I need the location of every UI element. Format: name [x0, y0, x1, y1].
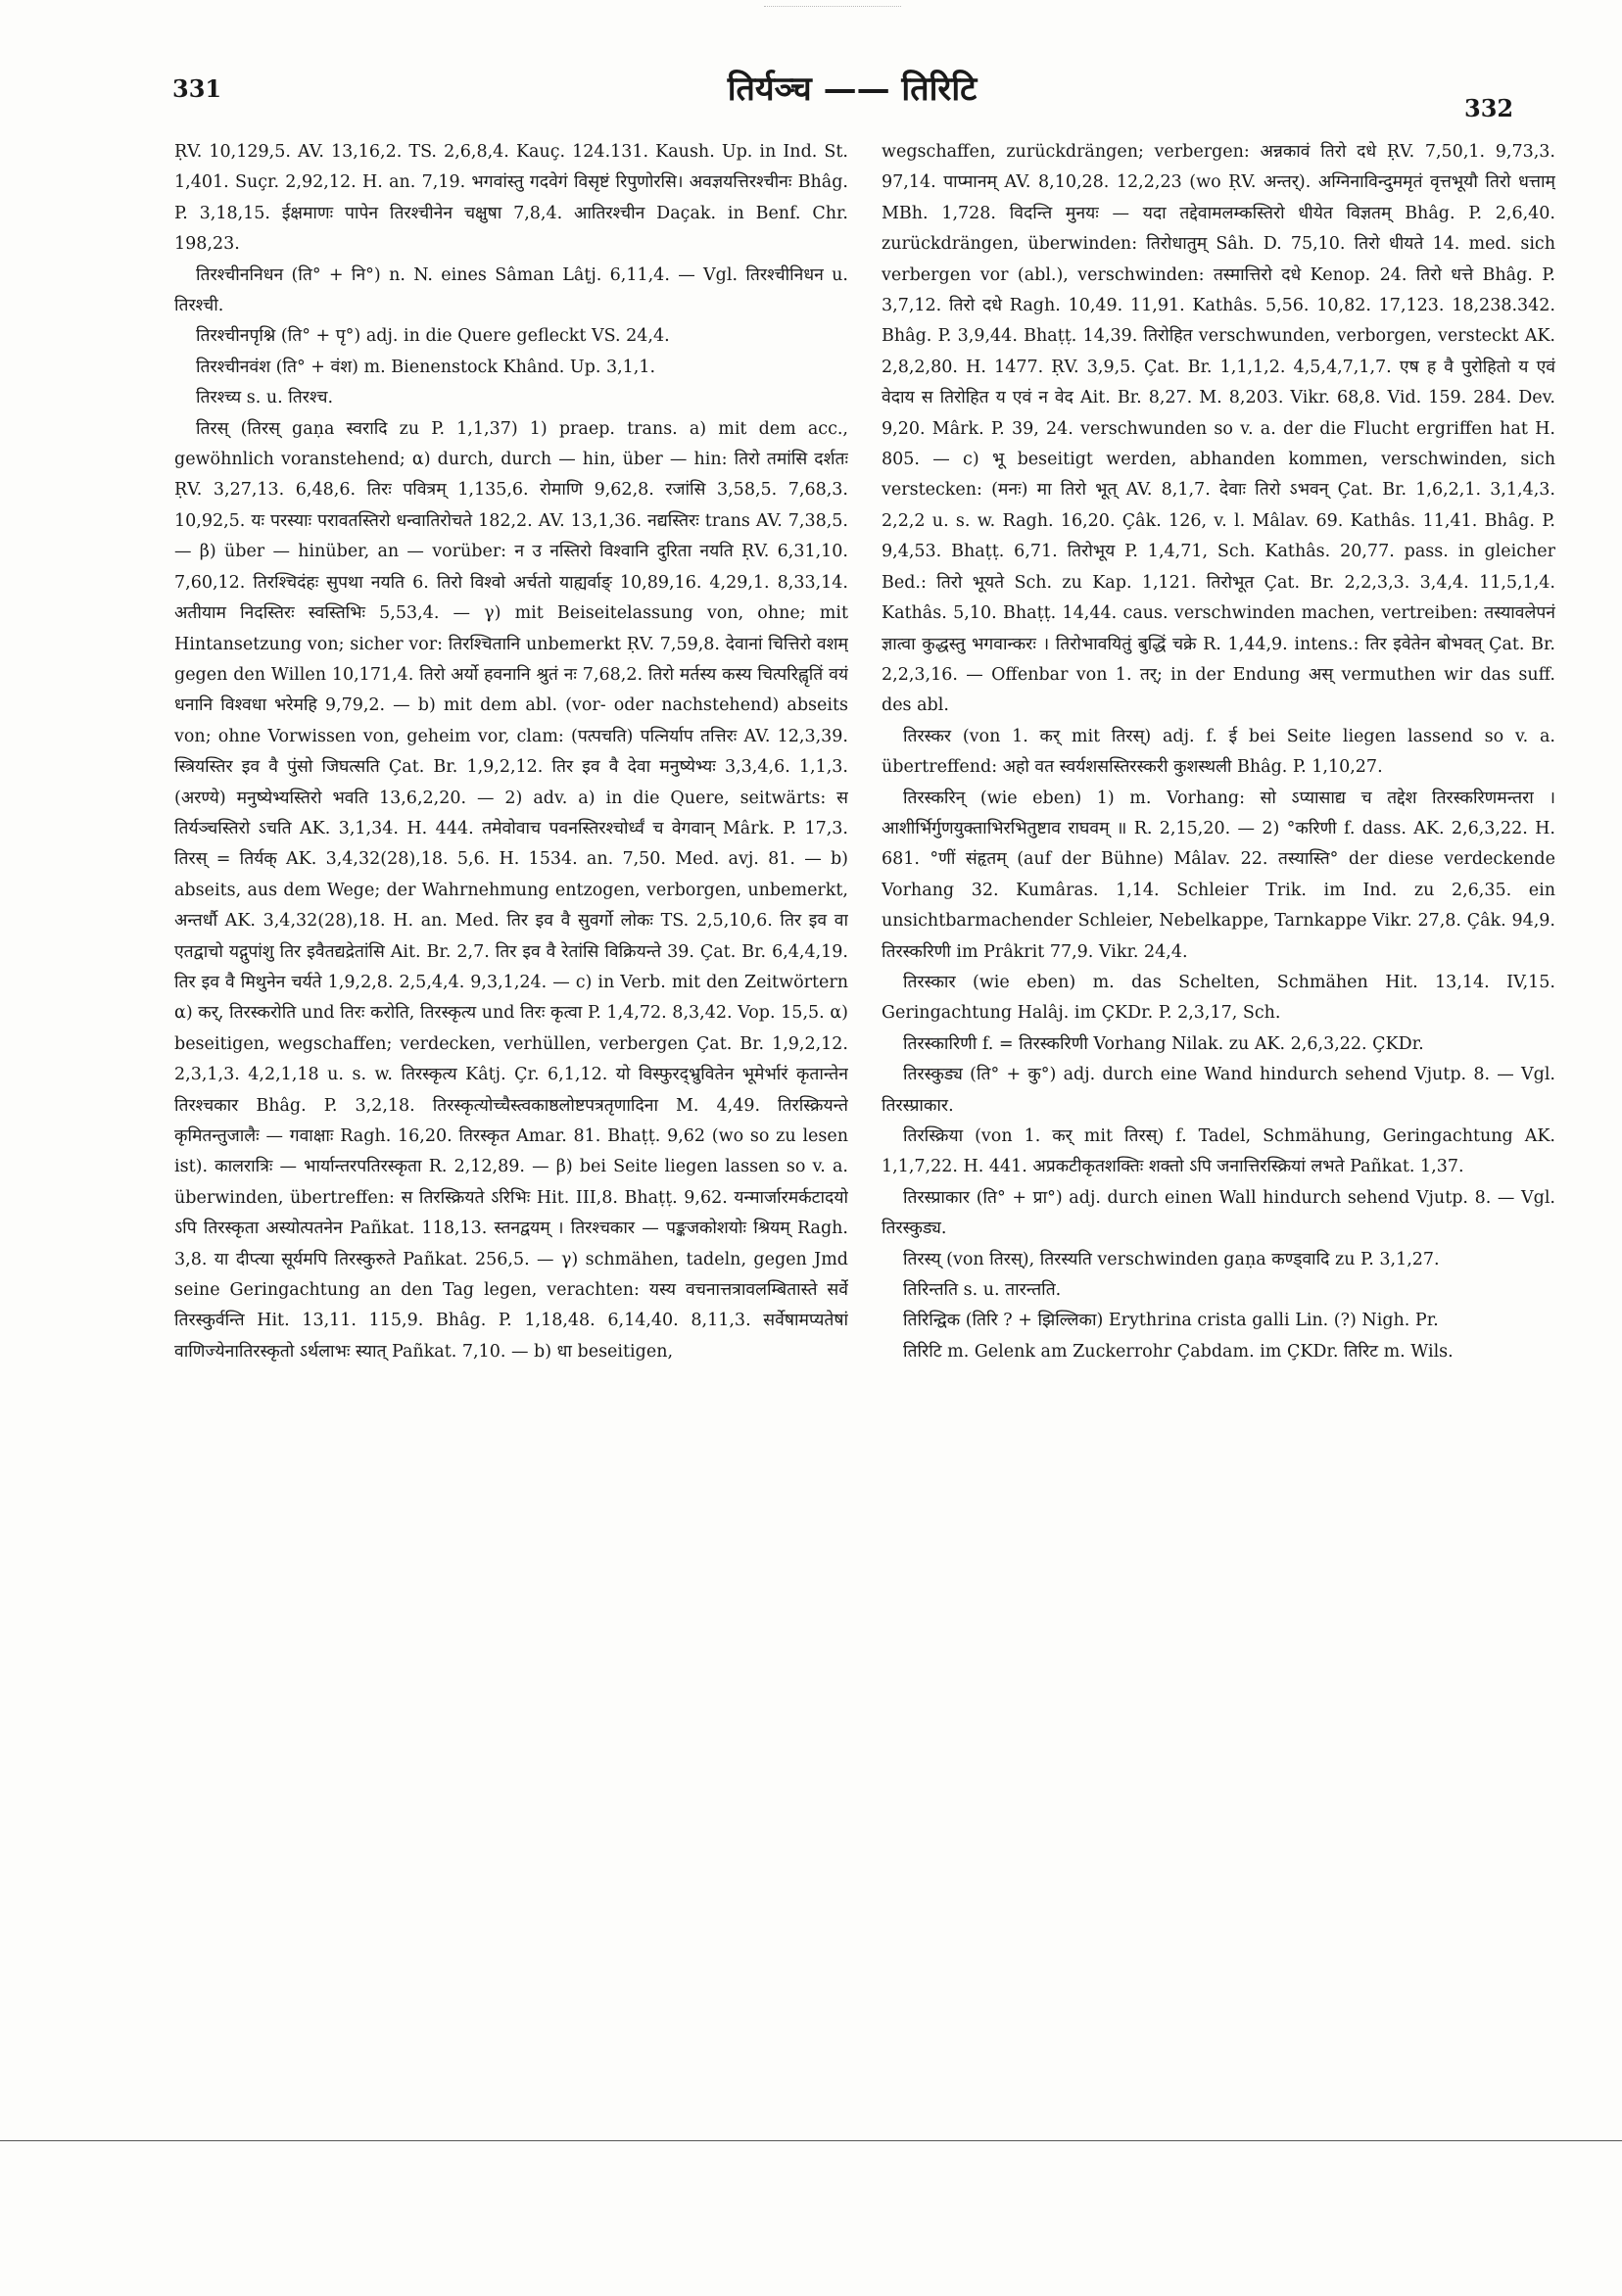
dictionary-entry: wegschaffen, zurückdrängen; verbergen: अन्नकावं तिरो दधे ṚV. 7,50,1. 9,73,3. 97,14. पाप्मानम् AV. 8,10,28. 12,2,23 (wo ṚV. अन्तर्). अग्निनाविन्दुममृतं वृत्तभूयौ तिरो धत्ताम् MBh. 1,728. विदन्ति मुनयः — यदा तद्देवामलम्कस्तिरो धीयेत विज्ञतम् Bhâg. P. 2,6,40. zurückdrängen, überwinden: तिरोधातुम् Sâh. D. 75,10. तिरो धीयते 14. med. sich verbergen vor (abl.), verschwinden: तस्मात्तिरो दधे Kenop. 24. तिरो धत्ते Bhâg. P. 3,7,12. तिरो दधे Ragh. 10,49. 11,91. Kathâs. 5,56. 10,82. 17,123. 18,238.342. Bhâg. P. 3,9,44. Bhaṭṭ. 14,39. तिरोहित verschwunden, verborgen, versteckt AK. 2,8,2,80. H. 1477. ṚV. 3,9,5. Çat. Br. 1,1,1,2. 4,5,4,7,1,7. एष ह वै पुरोहितो य एवं वेदाय स तिरोहित य एवं न वेद Ait. Br. 8,27. M. 8,203. Vikr. 68,8. Vid. 159. 284. Dev. 9,20. Mârk. P. 39, 24. verschwunden so v. a. der die Flucht ergriffen hat H. 805. — c) भू beseitigt werden, abhanden kommen, verschwinden, sich verstecken: (मनः) मा तिरो भूत् AV. 8,1,7. देवाः तिरो ऽभवन् Çat. Br. 1,6,2,1. 3,1,4,3. 2,2,2 u. s. w. Ragh. 16,20. Çâk. 126, v. l. Mâlav. 69. Kathâs. 11,41. Bhâg. P. 9,4,53. Bhaṭṭ. 6,71. तिरोभूय P. 1,4,71, Sch. Kathâs. 20,77. pass. in gleicher Bed.: तिरो भूयते Sch. zu Kap. 1,121. तिरोभूत Çat. Br. 2,2,3,3. 3,4,4. 11,5,1,4. Kathâs. 5,10. Bhaṭṭ. 14,44. caus. verschwinden machen, vertreiben: तस्यावलेपनं ज्ञात्वा कुद्धस्तु भगवान्करः । तिरोभावयितुं बुद्धिं चक्रे R. 1,44,9. intens.: तिर इवेतेन बोभवत् Çat. Br. 2,2,3,16. — Offenbar von 1. तर्; in der Endung अस् vermuthen wir das suff. des abl.: [882, 142, 1555, 716]
dictionary-entry: तिरस्कुड्य (ति° + कु°) adj. durch eine Wand hindurch sehend Vjutp. 8. — Vgl. तिरस्प्राकार.: [882, 1065, 1555, 1116]
right-page-number: 332: [1464, 94, 1514, 122]
dictionary-entry: तिरस् (तिरस् gaṇa स्वरादि zu P. 1,1,37) 1) praep. trans. a) mit dem acc., gewöhnlich voranstehend; α) durch, durch — hin, über — hin: तिरो तमांसि दर्शतः ṚV. 3,27,13. 6,48,6. तिरः पवित्रम् 1,135,6. रोमाणि 9,62,8. रजांसि 3,58,5. 7,68,3. 10,92,5. यः परस्याः परावतस्तिरो धन्वातिरोचते 182,2. AV. 13,1,36. नद्यस्तिरः trans AV. 7,38,5. — β) über — hinüber, an — vorüber: न उ नस्तिरो विश्वानि दुरिता नयति ṚV. 6,31,10. 7,60,12. तिरश्चिदंहः सुपथा नयति 6. तिरो विश्वो अर्चतो याह्यर्वाङ् 10,89,16. 4,29,1. 8,33,14. अतीयाम निदस्तिरः स्वस्तिभिः 5,53,4. — γ) mit Beiseitelassung von, ohne; mit Hintansetzung von; sicher vor: तिरश्चितानि unbemerkt ṚV. 7,59,8. देवानां चित्तिरो वशम् gegen den Willen 10,171,4. तिरो अर्यो हवनानि श्रुतं नः 7,68,2. तिरो मर्तस्य कस्य चित्परिह्वृतिं वयं धनानि विश्वधा भरेमहि 9,79,2. — b) mit dem abl. (vor- oder nachstehend) abseits von; ohne Vorwissen von, geheim vor, clam: (पत्पचति) पत्निर्याप तत्तिरः AV. 12,3,39. स्त्रियस्तिर इव वै पुंसो जिघत्सति Çat. Br. 1,9,2,12. तिर इव वै देवा मनुष्येभ्यः 3,3,4,6. 1,1,3. (अरण्ये) मनुष्येभ्यस्तिरो भवति 13,6,2,20. — 2) adv. a) in die Quere, seitwärts: स तिर्यञ्चस्तिरो ऽचति AK. 3,1,34. H. 444. तमेवोवाच पवनस्तिरश्चोर्ध्वं च वेगवान् Mârk. P. 17,3. तिरस् = तिर्यक् AK. 3,4,32(28),18. 5,6. H. 1534. an. 7,50. Med. avj. 81. — b) abseits, aus dem Wege; der Wahrnehmung entzogen, verborgen, unbemerkt, अन्तर्धौ AK. 3,4,32(28),18. H. an. Med. तिर इव वै सुवर्गो लोकः TS. 2,5,10,6. तिर इव वा एतद्वाचो यद्गुपांशु तिर इवैतद्यद्रेतांसि Ait. Br. 2,7. तिर इव वै रेतांसि विक्रियन्ते 39. Çat. Br. 6,4,4,19. तिर इव वै मिथुनेन चर्यते 1,9,2,8. 2,5,4,4. 9,3,1,24. — c) in Verb. mit den Zeitwörtern α) कर्, तिरस्करोति und तिरः करोति, तिरस्कृत्य und तिरः कृत्वा P. 1,4,72. 8,3,42. Vop. 15,5. α) beseitigen, wegschaffen; verdecken, verhüllen, verbergen Çat. Br. 1,9,2,12. 2,3,1,3. 4,2,1,18 u. s. w. तिरस्कृत्य Kâtj. Çr. 6,1,12. यो विस्फुरद्भ्रुवितेन भूमेर्भारं कृतान्तेन तिरश्चकार Bhâg. P. 3,2,18. तिरस्कृत्योच्चैस्त्वकाष्ठलोष्टपत्रतृणादिना M. 4,49. तिरस्क्रियन्ते कृमितन्तुजालैः — गवाक्षाः Ragh. 16,20. तिरस्कृत Amar. 81. Bhaṭṭ. 9,62 (wo so zu lesen ist). कालरात्रिः — भार्यान्तरपतिरस्कृता R. 2,12,89. — β) bei Seite liegen lassen so v. a. überwinden, übertreffen: स तिरस्क्रियते ऽरिभिः Hit. III,8. Bhaṭṭ. 9,62. यन्मार्जारमर्कटादयो ऽपि तिरस्कृता अस्योत्पतनेन Pañkat. 118,13. स्तनद्वयम् । तिरश्चकार — पङ्कजकोशयोः श्रियम् Ragh. 3,8. या दीप्त्या सूर्यमपि तिरस्कुरुते Pañkat. 256,5. — γ) schmähen, tadeln, gegen Jmd seine Geringachtung an den Tag legen, verachten: यस्य वचनात्तत्रावलम्बितास्ते सर्वे तिरस्कुर्वन्ति Hit. 13,11. 115,9. Bhâg. P. 1,18,48. 6,14,40. 8,11,3. सर्वेषामप्यतेषां वाणिज्येनातिरस्कृतो ऽर्थलाभः स्यात् Pañkat. 7,10. — b) धा beseitigen,: [174, 418, 848, 1362]
dictionary-entry: तिरश्चीनपृश्नि (ति° + पृ°) adj. in die Quere gefleckt VS. 24,4.: [196, 326, 670, 347]
dictionary-entry: तिरिन्तति s. u. तारन्तति.: [903, 1280, 1062, 1301]
dictionary-entry: तिरश्च्य s. u. तिरश्च.: [196, 388, 334, 408]
left-page-number: 331: [172, 74, 222, 103]
dictionary-entry: तिरिन्द्विक (तिरि ? + झिल्लिका) Erythrina crista galli Lin. (?) Nigh. Pr.: [903, 1311, 1439, 1331]
dictionary-entry: तिरस्य् (von तिरस्), तिरस्यति verschwinden gaṇa कण्ड्वादि zu P. 3,1,27.: [903, 1249, 1440, 1269]
dictionary-entry: ṚV. 10,129,5. AV. 13,16,2. TS. 2,6,8,4. Kauç. 124.131. Kaush. Up. in Ind. St. 1,401. Suçr. 2,92,12. H. an. 7,19. भगवांस्तु गदवेगं विसृष्टं रिपुणोरसि। अवज्ञयत्तिरश्चीनः Bhâg. P. 3,18,15. ईक्षमाणः पापेन तिरश्चीनेन चक्षुषा 7,8,4. आतिरश्चीन Daçak. in Benf. Chr. 198,23.: [174, 142, 848, 255]
dictionary-entry: तिरिटि m. Gelenk am Zuckerrohr Çabdam. im ÇKDr. तिरिट m. Wils.: [903, 1341, 1454, 1362]
dictionary-entry: तिरस्करिन् (wie eben) 1) m. Vorhang: सो ऽप्यासाद्य च तद्देश तिरस्करिणमन्तरा । आशीर्भिर्गुणयुक्ताभिरभितुष्टाव राघवम् ॥ R. 2,15,20. — 2) °करिणी f. dass. AK. 2,6,3,22. H. 681. °णीं संहृतम् (auf der Bühne) Mâlav. 22. तस्यास्ति° der diese verdeckende Vorhang 32. Kumâras. 1,14. Schleier Trik. im Ind. zu 2,6,35. ein unsichtbarmachender Schleier, Nebelkappe, Tarnkappe Vikr. 27,8. Çâk. 94,9. तिरस्करिणी im Prâkrit 77,9. Vikr. 24,4.: [882, 788, 1555, 962]
dictionary-entry: तिरस्कर (von 1. कर् mit तिरस्) adj. f. ई bei Seite liegen lassend so v. a. übertreffend: अहो वत स्वर्यशसस्तिरस्करी कुशस्थली Bhâg. P. 1,10,27.: [882, 726, 1555, 778]
scan-artifact: [764, 6, 901, 7]
dictionary-entry: तिरस्प्राकार (ति° + प्रा°) adj. durch einen Wall hindurch sehend Vjutp. 8. — Vgl. तिरस्कुड्य.: [882, 1187, 1555, 1239]
bottom-rule: [0, 2140, 1622, 2141]
dictionary-entry: तिरस्कारिणी f. = तिरस्करिणी Vorhang Nilak. zu AK. 2,6,3,22. ÇKDr.: [903, 1033, 1424, 1054]
dictionary-entry: तिरश्चीनवंश (ति° + वंश) m. Bienenstock Khând. Up. 3,1,1.: [196, 357, 656, 377]
dictionary-entry: तिरश्चीननिधन (ति° + नि°) n. N. eines Sâman Lâṭj. 6,11,4. — Vgl. तिरश्चीनिधन u. तिरश्ची.: [174, 264, 848, 316]
right-column: [882, 137, 1555, 2096]
dictionary-entry: तिरस्कार (wie eben) m. das Schelten, Schmähen Hit. 13,14. IV,15. Geringachtung Halâj. im ÇKDr. P. 2,3,17, Sch.: [882, 972, 1555, 1024]
left-column: [174, 137, 848, 2096]
running-head: तिर्यञ्च —— तिरिटि: [727, 70, 978, 109]
dictionary-entry: तिरस्क्रिया (von 1. कर् mit तिरस्) f. Tadel, Schmähung, Geringachtung AK. 1,1,7,22. H. 441. अप्रकटीकृतशक्तिः शक्तो ऽपि जनात्तिरस्क्रियां लभते Pañkat. 1,37.: [882, 1126, 1555, 1177]
